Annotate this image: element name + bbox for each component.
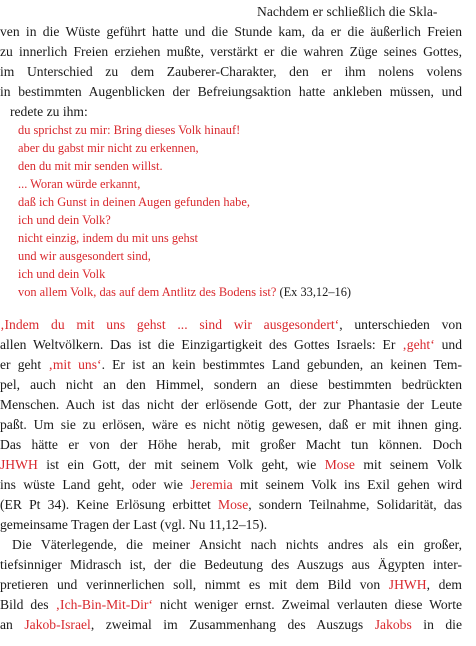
intro-line: redete zu ihm: <box>10 104 88 119</box>
quote-line: aber du gabst mir nicht zu erkennen, <box>18 141 199 155</box>
intro-line: in bestimmten Augenblicken der Befreiungsaktion hatte ankleben müssen, und <box>0 84 462 99</box>
intro-line: ven in die Wüste geführt hatte und die Stunde kam, da er die äußerlich Freien <box>0 24 462 39</box>
highlight-name: Jeremia <box>190 477 233 492</box>
quote-line: den du mit mir senden willst. <box>18 159 163 173</box>
highlight-word: ‚geht‘ <box>402 337 435 352</box>
highlight-name: JHWH <box>0 457 38 472</box>
para-line: an Jakob-Israel, zweimal im Zusammenhang des Auszugs Jakobs in die <box>0 617 462 632</box>
para-line: pel, auch nicht an den Himmel, sondern an diese bestimmten bedrückten <box>0 377 462 392</box>
highlight-phrase: ‚Ich-Bin-Mit-Dir‘ <box>55 597 153 612</box>
para-line: Die Väterlegende, die meiner Ansicht nach nichts andres als ein großer, <box>12 537 462 552</box>
quote-line: und wir ausgesondert sind, <box>18 249 151 263</box>
para-line: Menschen. Auch ist das nicht der erlösende Gott, der zur Phantasie der Leute <box>0 397 462 412</box>
highlight-name: Jakob-Israel <box>24 617 91 632</box>
quote-line: ich und dein Volk? <box>18 213 111 227</box>
para-line: gemeinsame Tragen der Last (vgl. Nu 11,12–15). <box>0 517 268 532</box>
para-line: er geht ‚mit uns‘. Er ist an kein bestimmtes Land gebunden, an keinen Tem- <box>0 357 462 372</box>
quote-reference: (Ex 33,12–16) <box>279 285 352 299</box>
quote-phrase: ‚Indem du mit uns gehst ... sind wir ausgesondert‘ <box>0 317 340 332</box>
intro-line: Nachdem er schließlich die Skla- <box>257 4 438 19</box>
para-line: ins wüste Land geht, oder wie Jeremia mit seinem Volk ins Exil gehen wird <box>0 477 463 492</box>
para-line: (ER Pt 34). Keine Erlösung erbittet Mose, sondern Teilnahme, Solidarität, das <box>0 497 463 512</box>
para-line: paßt. Um sie zu erlösen, wäre es nicht nötig gewesen, daß er mit ihnen ging. <box>0 417 462 432</box>
quote-line: ... Woran würde erkannt, <box>18 177 141 191</box>
para-line: JHWH ist ein Gott, der mit seinem Volk geht, wie Mose mit seinem Volk <box>0 457 463 472</box>
quote-text: von allem Volk, das auf dem Antlitz des Bodens ist? <box>18 285 277 299</box>
para-line: ‚Indem du mit uns gehst ... sind wir ausgesondert‘, unterschieden von <box>0 317 463 332</box>
para-line: pretieren und verinnerlichen soll, nimmt es mit dem Bild von JHWH, dem <box>0 577 463 592</box>
para-line: Bild des ‚Ich-Bin-Mit-Dir‘ nicht weniger ernst. Zweimal verlauten diese Worte <box>0 597 463 612</box>
quote-line: ich und dein Volk <box>18 267 106 281</box>
quote-line: nicht einzig, indem du mit uns gehst <box>18 231 198 245</box>
para-line: Das hätte er von der Höhe herab, mit großer Macht tun können. Doch <box>0 437 462 452</box>
quote-line-last <box>18 282 351 302</box>
highlight-name: Mose <box>218 497 249 512</box>
highlight-word: ‚mit uns‘ <box>48 357 102 372</box>
intro-line: im Unterschied zu dem Zauberer-Charakter, den er ihm nolens volens <box>0 64 462 79</box>
para-line: tiefsinniger Midrasch ist, der die Bedeutung des Auszugs aus Ägypten inter- <box>0 557 462 572</box>
highlight-name: Jakobs <box>374 617 412 632</box>
highlight-name: Mose <box>324 457 355 472</box>
highlight-name: JHWH <box>388 577 427 592</box>
intro-line: zu innerlich Freien erziehen mußte, verstärkt er die wahren Züge seines Gottes, <box>0 44 462 59</box>
para-line: allen Weltvölkern. Das ist die Einzigartigkeit des Gottes Israels: Er ‚geht‘ und <box>0 337 463 352</box>
quote-line: daß ich Gunst in deinen Augen gefunden habe, <box>18 195 250 209</box>
quote-line: du sprichst zu mir: Bring dieses Volk hinauf! <box>18 123 241 137</box>
